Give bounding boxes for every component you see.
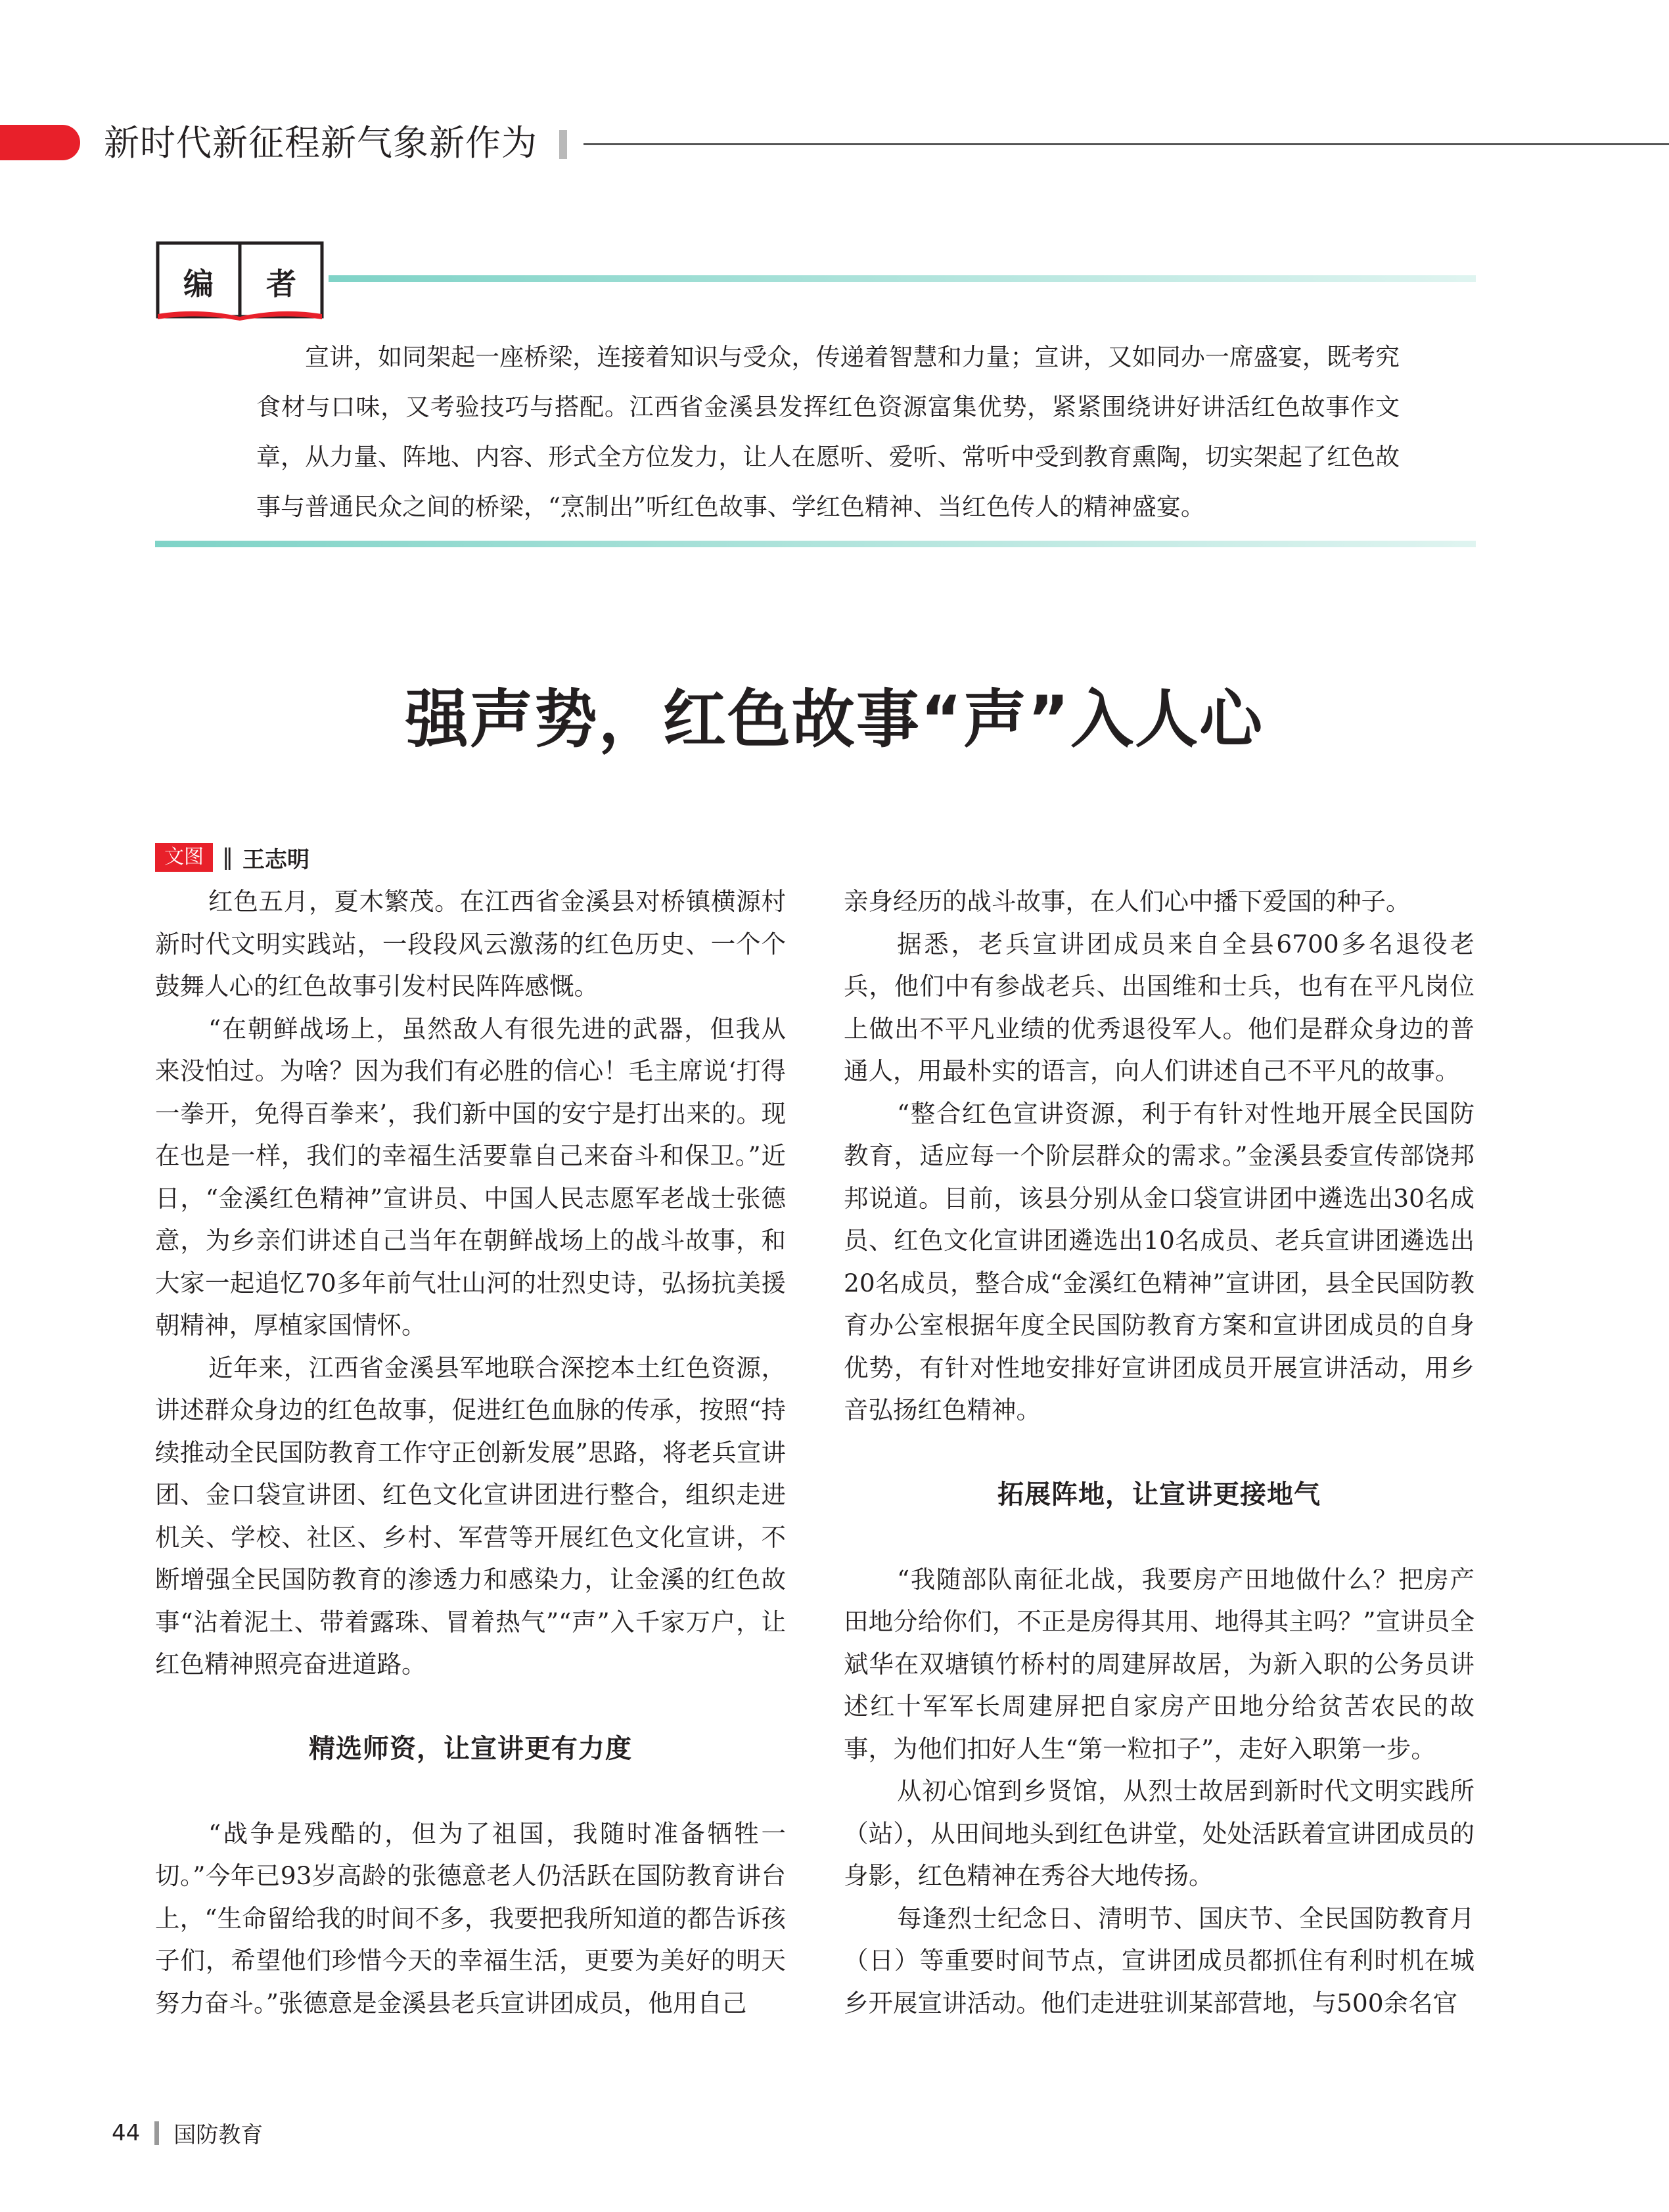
body-paragraph: 每逢烈士纪念日、清明节、国庆节、全民国防教育月（日）等重要时间节点，宣讲团成员都抓住有利时机在城乡开展宣讲活动。他们走进驻训某部营地，与500余名官 xyxy=(844,1903,1475,2018)
body-paragraph: “战争是残酷的，但为了祖国，我随时准备牺牲一切。”今年已93岁高龄的张德意老人仍活跃在国防教育讲台上，“生命留给我的时间不多，我要把我所知道的都告诉孩子们，希望他们珍惜今天的幸福生活，更要为美好的明天努力奋斗。”张德意是金溪县老兵宣讲团成员，他用自己 xyxy=(155,1818,786,2018)
body-paragraph: 红色五月，夏木繁茂。在江西省金溪县对桥镇横源村新时代文明实践站，一段段风云激荡的红色历史、一个个鼓舞人心的红色故事引发村民阵阵感慨。 xyxy=(155,887,786,1001)
body-paragraph: 近年来，江西省金溪县军地联合深挖本土红色资源，讲述群众身边的红色故事，促进红色血脉的传承，按照“持续推动全民国防教育工作守正创新发展”思路，将老兵宣讲团、金口袋宣讲团、红色文化宣讲团进行整合，组织走进机关、学校、社区、乡村、军营等开展红色文化宣讲，不断增强全民国防教育的渗透力和感染力，让金溪的红色故事“沾着泥土、带着露珠、冒着热气”“声”入千家万户，让红色精神照亮奋进道路。 xyxy=(155,1353,786,1679)
editor-note-bottom-rule xyxy=(155,541,1476,547)
magazine-name: 国防教育 xyxy=(173,2122,263,2148)
editor-label-char-2: 者 xyxy=(266,266,296,302)
body-paragraph: 据悉，老兵宣讲团成员来自全县6700多名退役老兵，他们中有参战老兵、出国维和士兵，也有在平凡岗位上做出不平凡业绩的优秀退役军人。他们是群众身边的普通人，用最朴实的语言，向人们讲述自己不平凡的故事。 xyxy=(844,929,1475,1085)
footer-separator xyxy=(154,2121,159,2145)
byline-label: 文图 xyxy=(155,843,213,872)
header-red-tab xyxy=(0,125,80,160)
byline-separator: ‖ xyxy=(222,844,233,870)
editor-note-text: 宣讲，如同架起一座桥梁，连接着知识与受众，传递着智慧和力量；宣讲，又如同办一席盛宴，既考究食材与口味，又考验技巧与搭配。江西省金溪县发挥红色资源富集优势，紧紧围绕讲好讲活红色故事作文章，从力量、阵地、内容、形式全方位发力，让人在愿听、爱听、常听中受到教育熏陶，切实架起了红色故事与普通民众之间的桥梁，“烹制出”听红色故事、学红色精神、当红色传人的精神盛宴。 xyxy=(256,343,1400,521)
body-column-left xyxy=(155,880,786,2024)
editor-label-char-1: 编 xyxy=(183,266,214,302)
byline-author: 王志明 xyxy=(242,846,309,873)
byline xyxy=(155,842,309,872)
editor-note-top-rule xyxy=(329,275,1476,282)
title-separator-bar xyxy=(559,130,567,159)
body-paragraph-continued: 亲身经历的战斗故事，在人们心中播下爱国的种子。 xyxy=(844,887,1411,916)
running-title: 新时代新征程新气象新作为 xyxy=(104,122,537,164)
header-rule xyxy=(583,143,1669,145)
article-headline: 强声势，红色故事“声”入人心 xyxy=(405,683,1264,756)
body-column-right xyxy=(844,880,1475,2024)
body-paragraph: “我随部队南征北战，我要房产田地做什么？把房产田地分给你们，不正是房得其用、地得其主吗？”宣讲员全斌华在双塘镇竹桥村的周建屏故居，为新入职的公务员讲述红十军军长周建屏把自家房产田地分给贫苦农民的故事，为他们扣好人生“第一粒扣子”，走好入职第一步。 xyxy=(844,1564,1475,1763)
page-number: 44 xyxy=(112,2119,141,2146)
page-footer xyxy=(112,2117,263,2149)
section-heading: 拓展阵地，让宣讲更接地气 xyxy=(997,1479,1321,1510)
body-paragraph: “在朝鲜战场上，虽然敌人有很先进的武器，但我从来没怕过。为啥？因为我们有必胜的信心！毛主席说‘打得一拳开，免得百拳来’，我们新中国的安宁是打出来的。现在也是一样，我们的幸福生活要靠自己来奋斗和保卫。”近日，“金溪红色精神”宣讲员、中国人民志愿军老战士张德意，为乡亲们讲述自己当年在朝鲜战场上的战斗故事，和大家一起追忆70多年前气壮山河的壮烈史诗，弘扬抗美援朝精神，厚植家国情怀。 xyxy=(155,1014,786,1340)
open-book-icon xyxy=(155,234,325,321)
body-paragraph: 从初心馆到乡贤馆，从烈士故居到新时代文明实践所（站），从田间地头到红色讲堂，处处活跃着宣讲团成员的身影，红色精神在秀谷大地传扬。 xyxy=(844,1776,1475,1890)
body-paragraph: “整合红色宣讲资源，利于有针对性地开展全民国防教育，适应每一个阶层群众的需求。”金溪县委宣传部饶邦邦说道。目前，该县分别从金口袋宣讲团中遴选出30名成员、红色文化宣讲团遴选出10名成员、老兵宣讲团遴选出20名成员，整合成“金溪红色精神”宣讲团，县全民国防教育办公室根据年度全民国防教育方案和宣讲团成员的自身优势，有针对性地安排好宣讲团成员开展宣讲活动，用乡音弘扬红色精神。 xyxy=(844,1098,1475,1424)
section-heading: 精选师资，让宣讲更有力度 xyxy=(309,1733,632,1764)
